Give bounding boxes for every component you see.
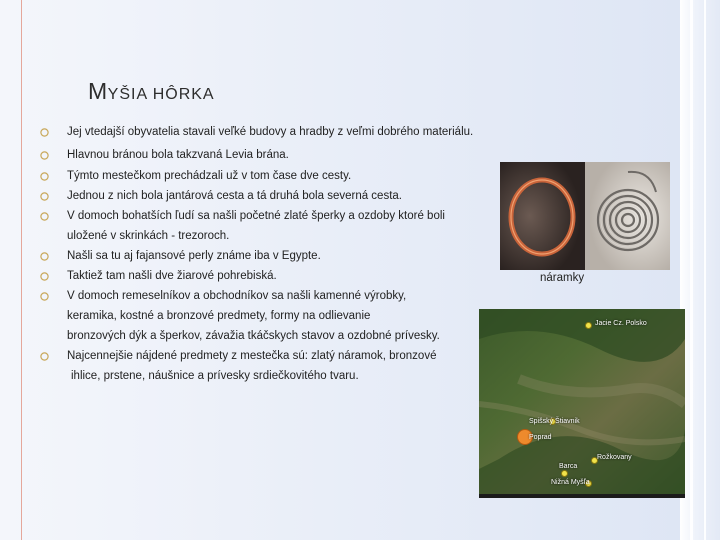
map-label: Poprad <box>529 434 552 441</box>
bullet-icon <box>40 192 49 201</box>
bullet-icon <box>40 151 49 160</box>
bullet-item: Našli sa tu aj fajansové perly známe iba v Egypte. <box>40 246 480 266</box>
map-label: Jacie Cz. Polsko <box>595 320 647 327</box>
right-decorative-bars <box>680 0 720 540</box>
bullet-item: Hlavnou bránou bola takzvaná Levia brána. <box>40 145 480 165</box>
bullet-icon <box>40 352 49 361</box>
bullet-list <box>40 122 480 386</box>
bullet-icon <box>40 272 49 281</box>
bullet-icon <box>40 252 49 261</box>
satellite-map <box>479 309 685 498</box>
bullet-item: V domoch remeselníkov a obchodníkov sa našli kamenné výrobky, keramika, kostné a bronzové predmety, formy na odlievanie bronzových dýk a šperkov, závažia tkáčskych stavov a ozdobné prívesky. <box>40 286 480 346</box>
map-label: Spišský Štiavnik <box>529 418 580 425</box>
bracelets-photo <box>500 162 670 270</box>
map-pin <box>561 470 568 477</box>
bullet-item: Jednou z nich bola jantárová cesta a tá druhá bola severná cesta. <box>40 186 480 206</box>
photo-caption: náramky <box>540 272 585 284</box>
bullet-item: Taktiež tam našli dve žiarové pohrebiská. <box>40 266 480 286</box>
bullet-icon <box>40 212 49 221</box>
map-label: Barca <box>559 463 578 470</box>
bullet-item: Týmto mestečkom prechádzali už v tom čase dve cesty. <box>40 166 480 186</box>
bullet-icon <box>40 128 49 137</box>
map-label: Rožkovany <box>597 454 632 461</box>
left-accent-line <box>21 0 22 540</box>
slide-title: MYŠIA HÔRKA <box>88 78 215 104</box>
map-pin <box>585 322 592 329</box>
bullet-item: Najcennejšie nájdené predmety z mestečka sú: zlatý náramok, bronzové ihlice, prstene, náušnice a prívesky srdiečkovitého tvaru. <box>40 346 480 386</box>
bullet-icon <box>40 292 49 301</box>
map-label: Nižná Myšľa <box>551 479 590 486</box>
bullet-icon <box>40 172 49 181</box>
bullet-item: Jej vtedajší obyvatelia stavali veľké budovy a hradby z veľmi dobrého materiálu. <box>40 122 480 142</box>
bullet-item: V domoch bohatších ľudí sa našli početné zlaté šperky a ozdoby ktoré boli uložené v skrinkách - trezoroch. <box>40 206 480 246</box>
